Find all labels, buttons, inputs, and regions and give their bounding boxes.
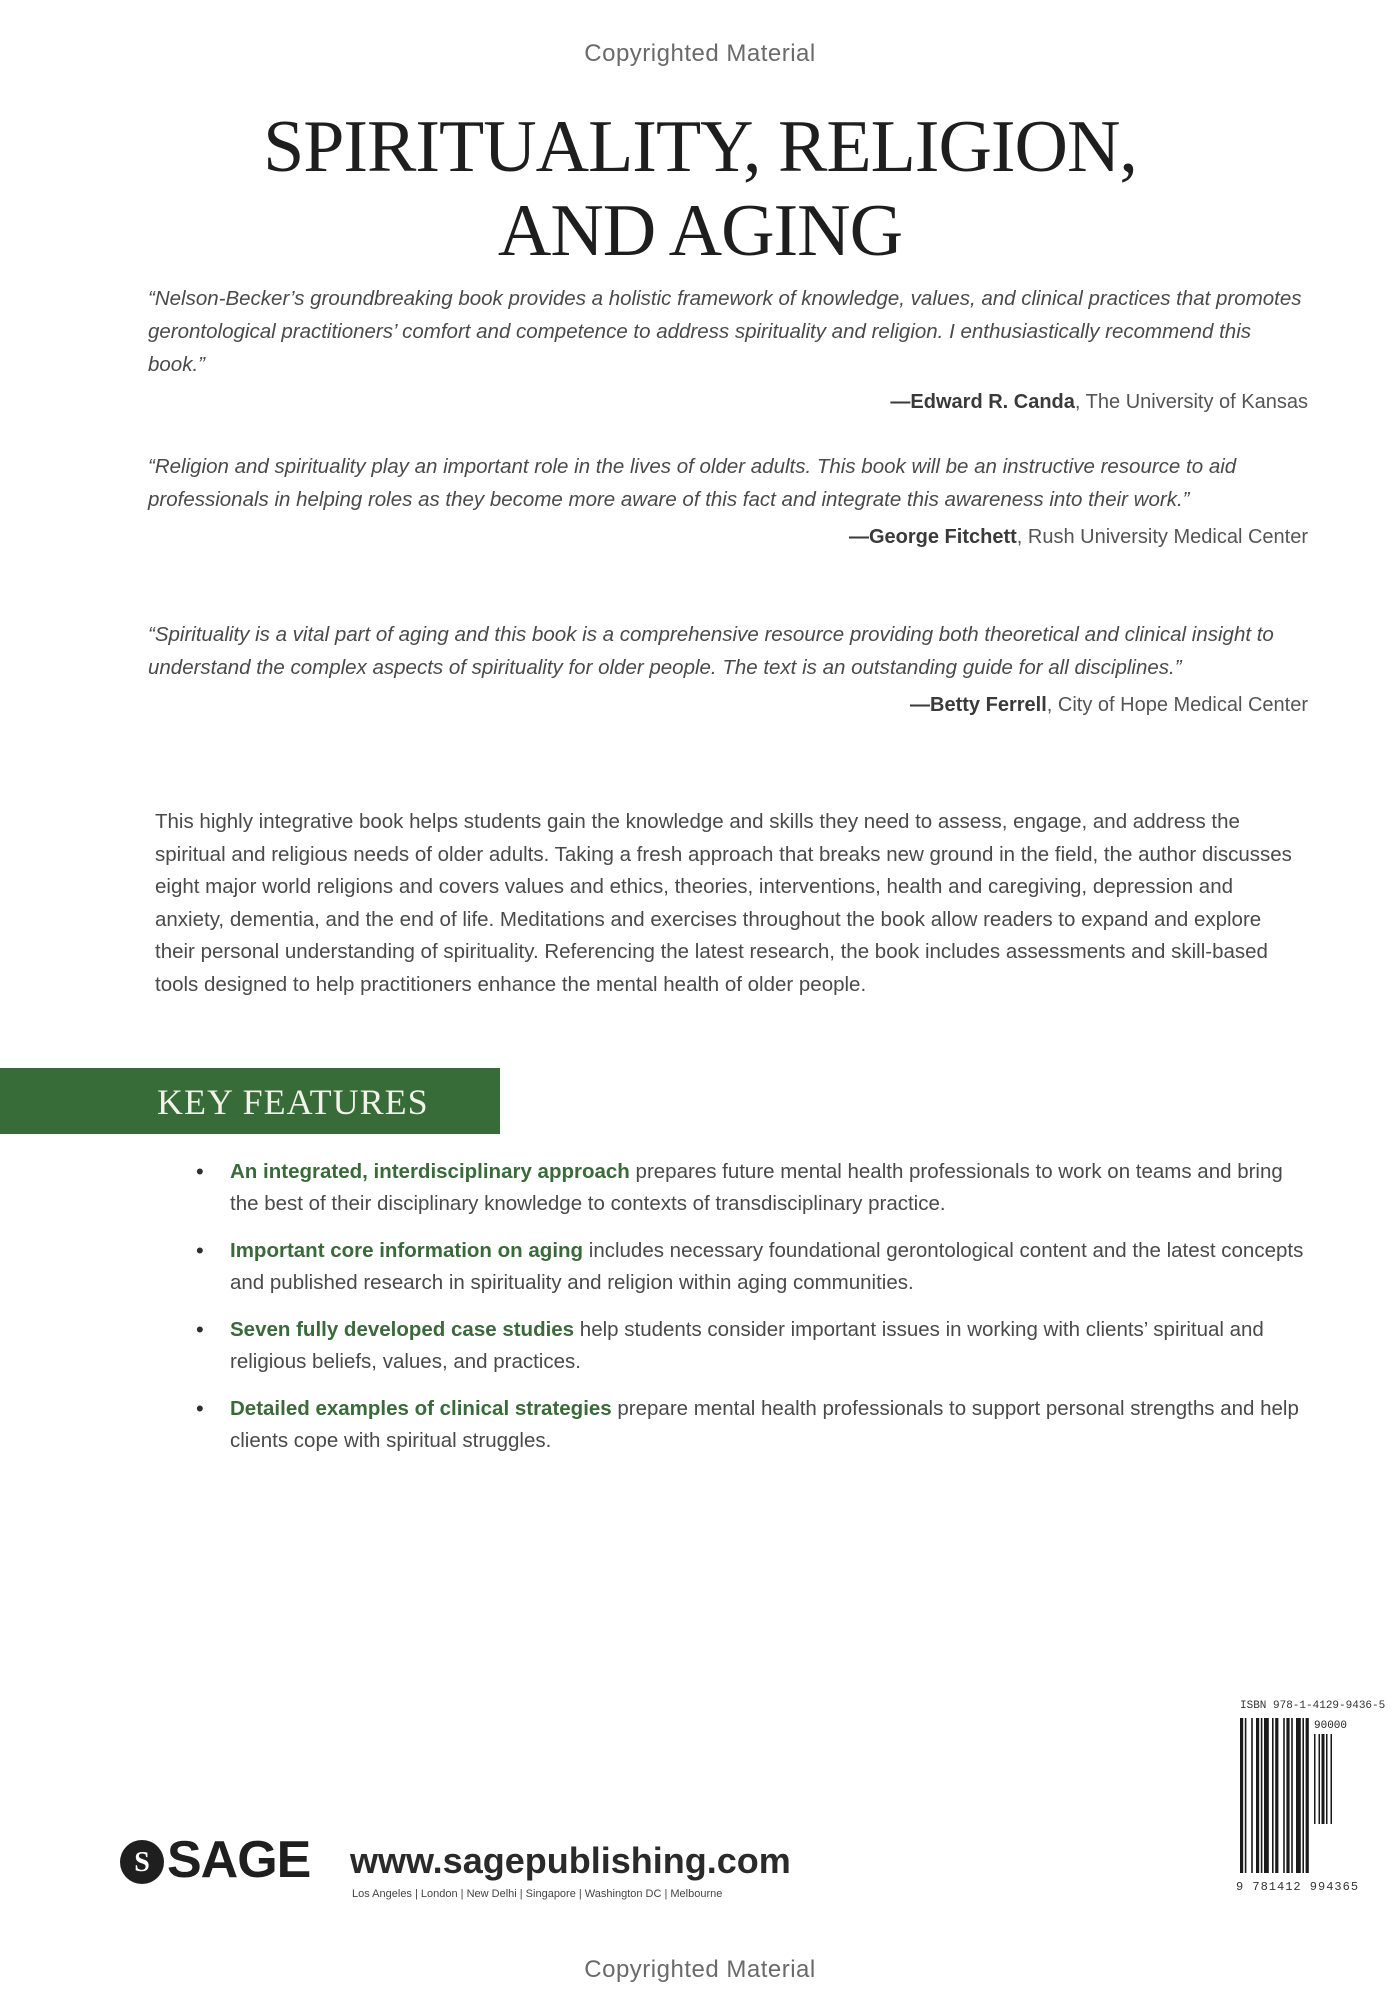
feature-lead: Detailed examples of clinical strategies (230, 1397, 612, 1420)
quote-attribution: —Betty Ferrell, City of Hope Medical Center (910, 694, 1308, 716)
barcode-addon-bar (1326, 1734, 1328, 1824)
barcode-bar (1283, 1718, 1285, 1873)
publisher-logo-word: SAGE (167, 1831, 311, 1889)
barcode-bar (1286, 1718, 1289, 1873)
copyright-notice-bottom: Copyrighted Material (584, 1956, 816, 1983)
bullet-icon: • (196, 1396, 204, 1421)
barcode-bar (1251, 1718, 1253, 1873)
feature-lead: An integrated, interdisciplinary approach (230, 1160, 630, 1183)
key-features-list (196, 1156, 1306, 1472)
feature-item (196, 1235, 1306, 1299)
endorsement-quote (148, 450, 1308, 552)
price-code: 90000 (1314, 1720, 1348, 1732)
barcode-bar (1240, 1718, 1243, 1873)
sage-logo-icon (118, 1838, 166, 1886)
isbn-text: ISBN 978-1-4129-9436-5 (1240, 1700, 1386, 1712)
endorser-name: —George Fitchett (848, 526, 1017, 548)
barcode-digits: 9 781412 994365 (1236, 1880, 1360, 1894)
copyright-notice-top: Copyrighted Material (584, 40, 816, 67)
bullet-icon: • (196, 1238, 204, 1263)
endorser-affiliation: Rush University Medical Center (1027, 526, 1308, 548)
barcode-addon-bar (1314, 1734, 1316, 1824)
barcode-bar (1245, 1718, 1247, 1873)
barcode-icon (1240, 1718, 1348, 1878)
barcode-bar (1275, 1718, 1278, 1873)
book-description: This highly integrative book helps students gain the knowledge and skills they need to assess, engage, and address the spiritual and religious needs of older adults. Taking a fresh approach that breaks new ground in the field, the author discusses eight major world religions and covers values and ethics, theories, interventions, health and caregiving, depression and anxiety, dementia, and the end of life. Meditations and exercises throughout the book allow readers to expand and explore their personal understanding of spirituality. Referencing the latest research, the book includes assessments and skill-based tools designed to help practitioners enhance the mental health of older people. (155, 810, 1292, 996)
book-title-line-1: SPIRITUALITY, RELIGION, (263, 106, 1137, 188)
barcode-bar (1261, 1718, 1263, 1873)
quote-text: “Religion and spirituality play an important role in the lives of older adults. This book will be an instructive resource to aid professionals in helping roles as they become more aware of this fact and integrate this awareness into their work.” (148, 455, 1237, 511)
barcode-bar (1264, 1718, 1269, 1873)
feature-lead: Seven fully developed case studies (230, 1318, 575, 1341)
barcode-addon-bar (1331, 1734, 1333, 1824)
bullet-icon: • (196, 1317, 204, 1342)
endorser-affiliation: The University of Kansas (1085, 391, 1308, 413)
quote-attribution: —Edward R. Canda, The University of Kansas (890, 391, 1308, 413)
barcode-bar (1302, 1718, 1304, 1873)
barcode-addon-bar (1319, 1734, 1321, 1824)
feature-item (196, 1314, 1306, 1378)
bullet-icon: • (196, 1159, 204, 1184)
publisher-url[interactable]: www.sagepublishing.com (350, 1840, 791, 1881)
barcode-bar (1256, 1718, 1259, 1873)
quote-text: “Spirituality is a vital part of aging and this book is a comprehensive resource providing both theoretical and clinical insight to understand the complex aspects of spirituality for older people. The text is an outstanding guide for all disciplines.” (148, 623, 1274, 679)
feature-lead: Important core information on aging (230, 1239, 584, 1262)
endorsement-quote (148, 618, 1308, 720)
barcode-bar (1296, 1718, 1301, 1873)
feature-text: includes necessary foundational gerontological content and the latest concepts and published research in spirituality and religion within aging communities. (230, 1239, 1304, 1294)
barcode-addon-bar (1322, 1734, 1325, 1824)
key-features-heading: KEY FEATURES (157, 1082, 429, 1122)
feature-text: prepare mental health professionals to support personal strengths and help clients cope with spiritual struggles. (230, 1397, 1299, 1452)
book-title-line-2: AND AGING (497, 190, 903, 272)
feature-item (196, 1156, 1306, 1220)
barcode-bar (1306, 1718, 1309, 1873)
svg-text:S: S (134, 1847, 150, 1878)
barcode-bar (1291, 1718, 1293, 1873)
feature-item (196, 1393, 1306, 1457)
quote-attribution: —George Fitchett, Rush University Medical Center (848, 526, 1308, 548)
quote-text: “Nelson-Becker’s groundbreaking book provides a holistic framework of knowledge, values, and clinical practices that promotes gerontological practitioners’ comfort and competence to address spirituality and religion. I enthusiastically recommend this book.” (148, 287, 1302, 376)
feature-text: prepares future mental health professionals to work on teams and bring the best of their disciplinary knowledge to contexts of transdisciplinary practice. (230, 1160, 1283, 1215)
barcode-bar (1272, 1718, 1274, 1873)
book-title (0, 105, 1400, 273)
endorser-name: —Edward R. Canda (890, 391, 1075, 413)
endorser-affiliation: City of Hope Medical Center (1057, 694, 1308, 716)
endorser-name: —Betty Ferrell (910, 694, 1047, 716)
endorsement-quote (148, 282, 1308, 417)
publisher-cities: Los Angeles | London | New Delhi | Singapore | Washington DC | Melbourne (352, 1888, 723, 1900)
feature-text: help students consider important issues in working with clients’ spiritual and religious beliefs, values, and practices. (230, 1318, 1264, 1373)
